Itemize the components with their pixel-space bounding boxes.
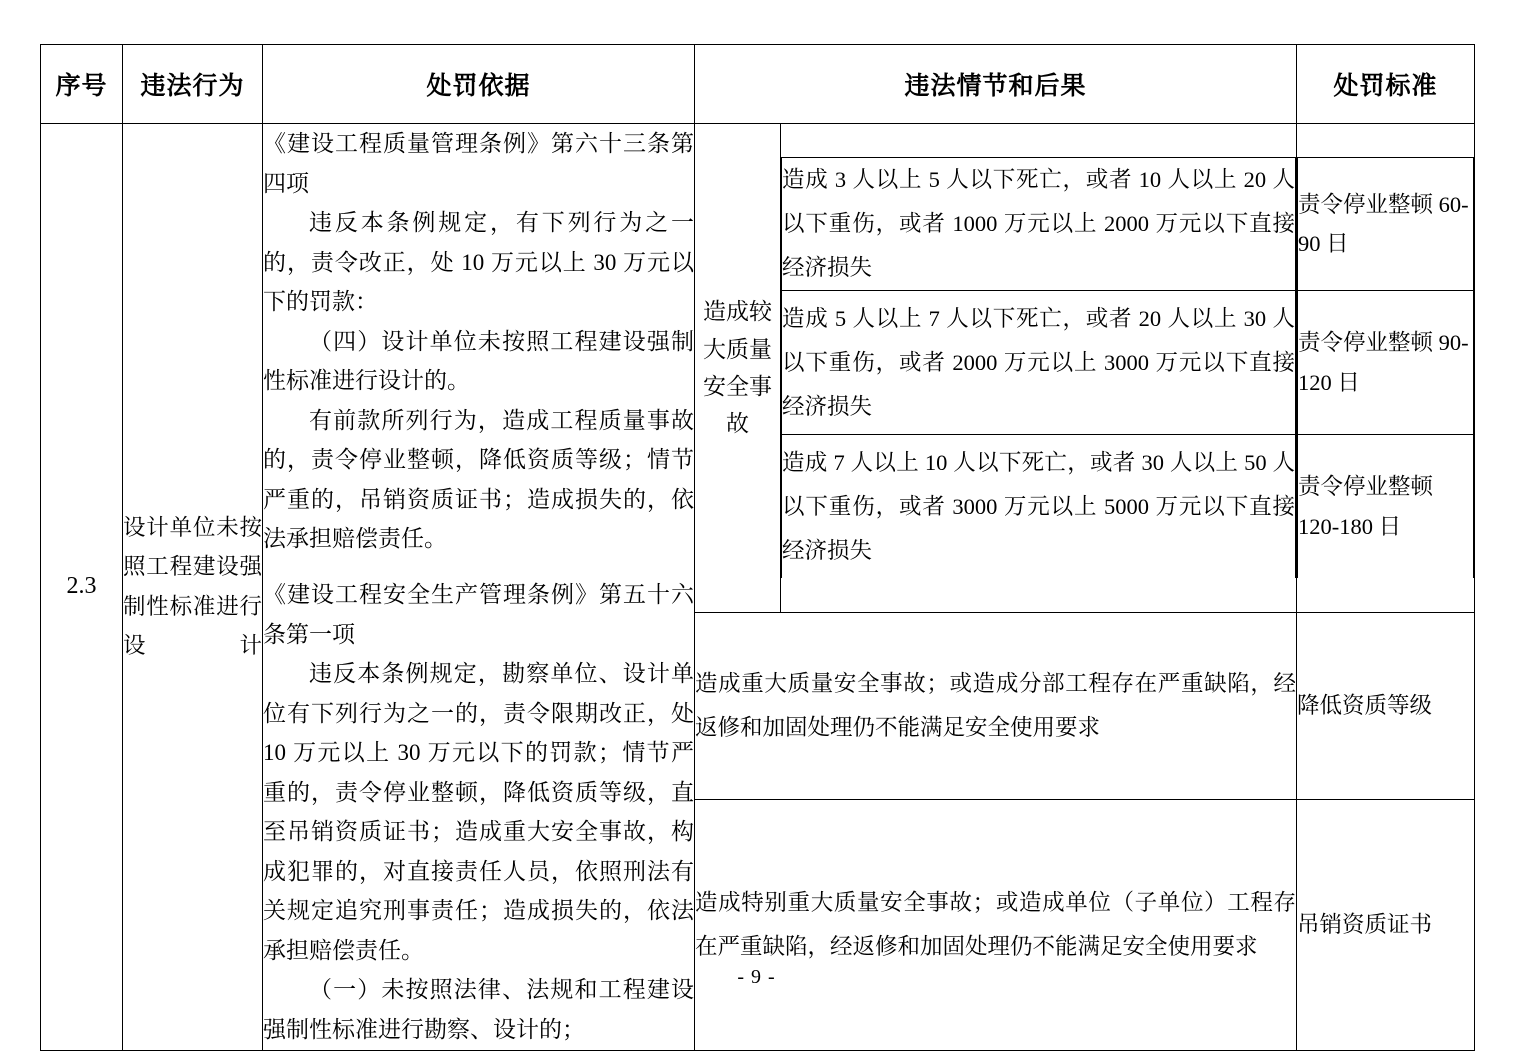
circumstance-text-4: 造成重大质量安全事故；或造成分部工程存在严重缺陷，经返修和加固处理仍不能满足安全使用要求 [695, 612, 1297, 799]
list-item [782, 291, 1296, 435]
basis-title-1: 《建设工程质量管理条例》第六十三条第四项 [263, 131, 694, 196]
page-number: - 9 - [737, 966, 776, 988]
cell-accident-group-label: 造成较大质量安全事故 [695, 124, 781, 613]
list-item [1298, 435, 1474, 579]
list-item [782, 435, 1296, 579]
standard-text-1: 责令停业整顿 60-90 日 [1298, 158, 1474, 291]
header-circumstance: 违法情节和后果 [695, 45, 1297, 124]
basis-paragraph-1: 违反本条例规定，有下列行为之一的，责令改正，处 10 万元以上 30 万元以下的罚款： [263, 210, 694, 315]
circumstance-text-1: 造成 3 人以上 5 人以下死亡，或者 10 人以上 20 人以下重伤，或者 1000 万元以上 2000 万元以下直接经济损失 [782, 158, 1296, 291]
standard-text-5: 吊销资质证书 [1297, 799, 1475, 1050]
standard-text-3: 责令停业整顿 120-180 日 [1298, 435, 1474, 579]
header-standard: 处罚标准 [1297, 45, 1475, 124]
circumstance-text-5: 造成特别重大质量安全事故；或造成单位（子单位）工程存在严重缺陷，经返修和加固处理仍不能满足安全使用要求 [695, 799, 1297, 1050]
list-item [1298, 158, 1474, 291]
list-item [782, 158, 1296, 291]
standard-subtable [1297, 157, 1474, 578]
standard-text-4: 降低资质等级 [1297, 612, 1475, 799]
cell-sequence-number: 2.3 [41, 124, 123, 1051]
basis-paragraph-5: （一）未按照法律、法规和工程建设强制性标准进行勘察、设计的； [263, 977, 694, 1043]
cell-standard-group [1297, 124, 1475, 613]
header-basis: 处罚依据 [263, 45, 695, 124]
basis-paragraph-4: 违反本条例规定，勘察单位、设计单位有下列行为之一的，责令限期改正，处 10 万元以上 30 万元以下的罚款；情节严重的，责令停业整顿，降低资质等级，直至吊销资质证书；造成重大安全事故，构成犯罪的，对直接责任人员，依照刑法有关规定追究刑事责任；造成损失的，依法承担赔偿责任。 [263, 661, 694, 963]
header-seq: 序号 [41, 45, 123, 124]
list-item [1298, 291, 1474, 435]
cell-circumstance-group [781, 124, 1297, 613]
table-header-row [41, 45, 1475, 124]
cell-illegal-action: 设计单位未按照工程建设强制性标准进行设计 [123, 124, 263, 1051]
penalty-standards-table [40, 44, 1475, 1051]
circumstance-text-3: 造成 7 人以上 10 人以下死亡，或者 30 人以上 50 人以下重伤，或者 3000 万元以上 5000 万元以下直接经济损失 [782, 435, 1296, 579]
basis-paragraph-2: （四）设计单位未按照工程建设强制性标准进行设计的。 [263, 328, 694, 394]
header-action: 违法行为 [123, 45, 263, 124]
table-row [41, 124, 1475, 613]
circumstance-subtable [781, 157, 1296, 578]
cell-penalty-basis [263, 124, 695, 1051]
standard-text-2: 责令停业整顿 90-120 日 [1298, 291, 1474, 435]
basis-paragraph-3: 有前款所列行为，造成工程质量事故的，责令停业整顿，降低资质等级；情节严重的，吊销资质证书；造成损失的，依法承担赔偿责任。 [263, 407, 694, 552]
circumstance-text-2: 造成 5 人以上 7 人以下死亡，或者 20 人以上 30 人以下重伤，或者 2000 万元以上 3000 万元以下直接经济损失 [782, 291, 1296, 435]
basis-title-2: 《建设工程安全生产管理条例》第五十六条第一项 [263, 582, 694, 647]
